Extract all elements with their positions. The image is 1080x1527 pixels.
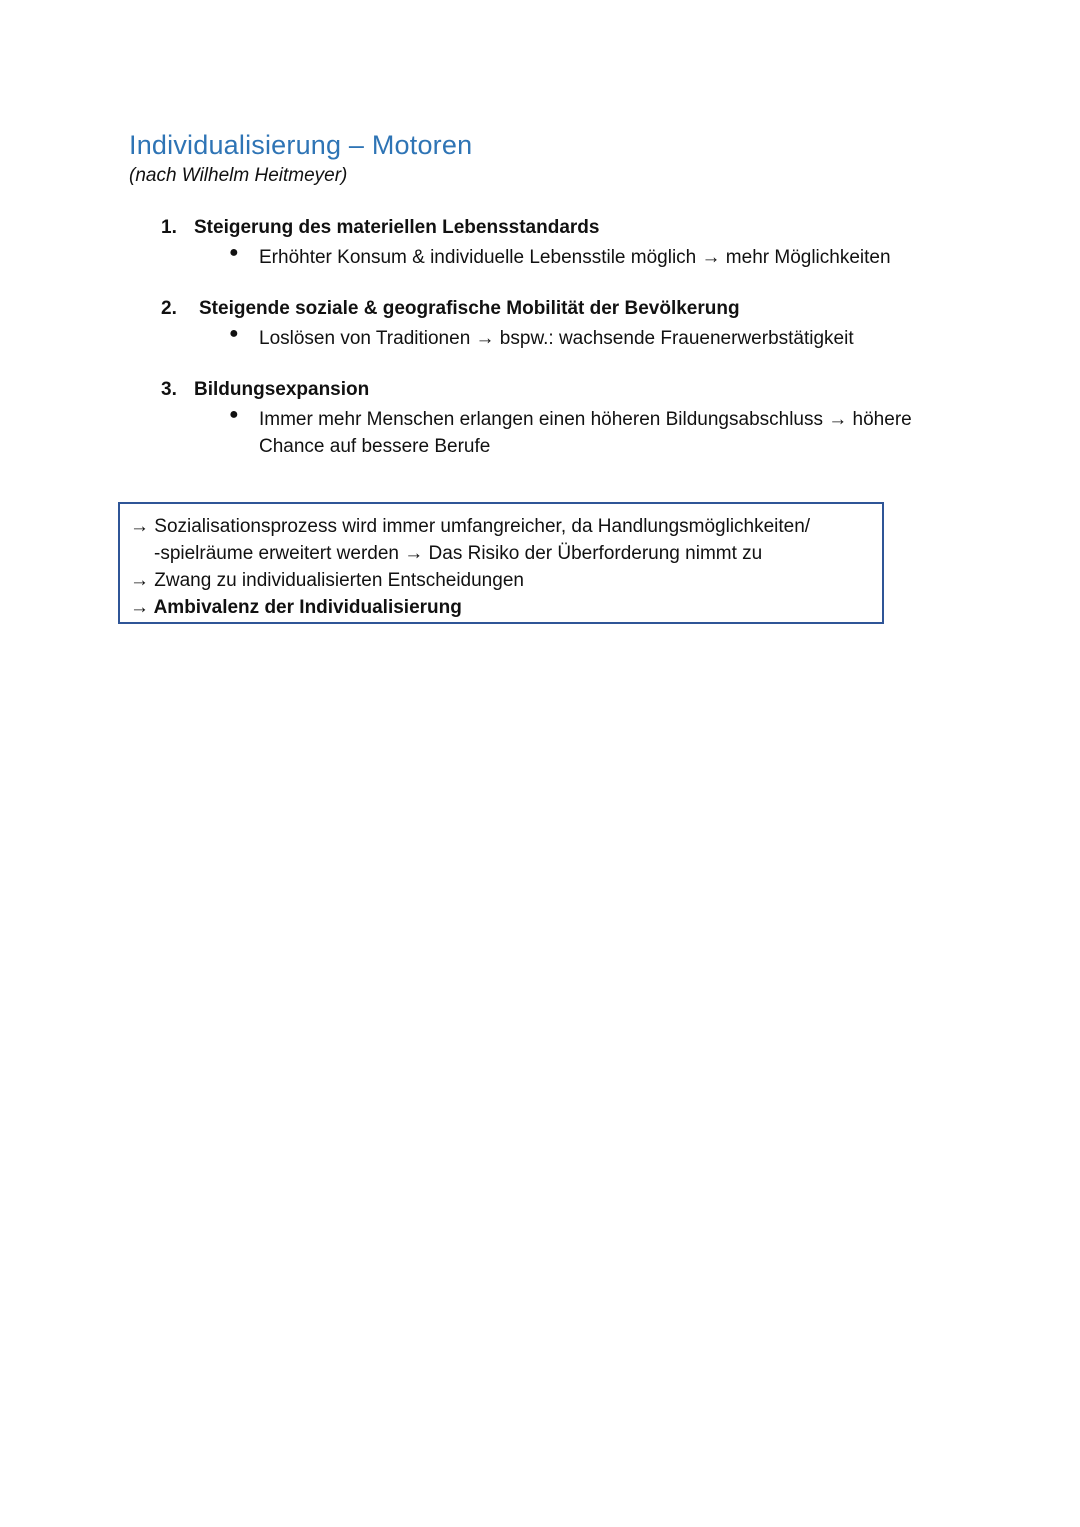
- item-title: Steigerung des materiellen Lebensstandards: [194, 217, 600, 238]
- summary-line: → Sozialisationsprozess wird immer umfangreicher, da Handlungsmöglichkeiten/: [130, 516, 811, 537]
- item-number: 2.: [161, 298, 177, 319]
- summary-line: -spielräume erweitert werden → Das Risiko der Überforderung nimmt zu: [154, 543, 763, 564]
- bullet-text: Erhöhter Konsum & individuelle Lebensstile möglich → mehr Möglichkeiten: [259, 247, 891, 268]
- bullet-icon: ●: [229, 325, 239, 342]
- bullet-text: Immer mehr Menschen erlangen einen höheren Bildungsabschluss → höhere: [259, 409, 912, 430]
- item-title: Bildungsexpansion: [194, 379, 370, 400]
- item-number: 1.: [161, 217, 177, 238]
- item-title: Steigende soziale & geografische Mobilität der Bevölkerung: [199, 298, 740, 319]
- bullet-text: Loslösen von Traditionen → bspw.: wachsende Frauenerwerbstätigkeit: [259, 328, 854, 349]
- bullet-icon: ●: [229, 406, 239, 423]
- summary-box: [118, 502, 884, 624]
- page-subtitle: (nach Wilhelm Heitmeyer): [129, 165, 348, 186]
- bullet-icon: ●: [229, 244, 239, 261]
- summary-conclusion: → Ambivalenz der Individualisierung: [130, 597, 462, 618]
- bullet-text: Chance auf bessere Berufe: [259, 436, 491, 457]
- summary-line: → Zwang zu individualisierten Entscheidungen: [130, 570, 524, 591]
- page-title: Individualisierung – Motoren: [129, 130, 473, 160]
- item-number: 3.: [161, 379, 177, 400]
